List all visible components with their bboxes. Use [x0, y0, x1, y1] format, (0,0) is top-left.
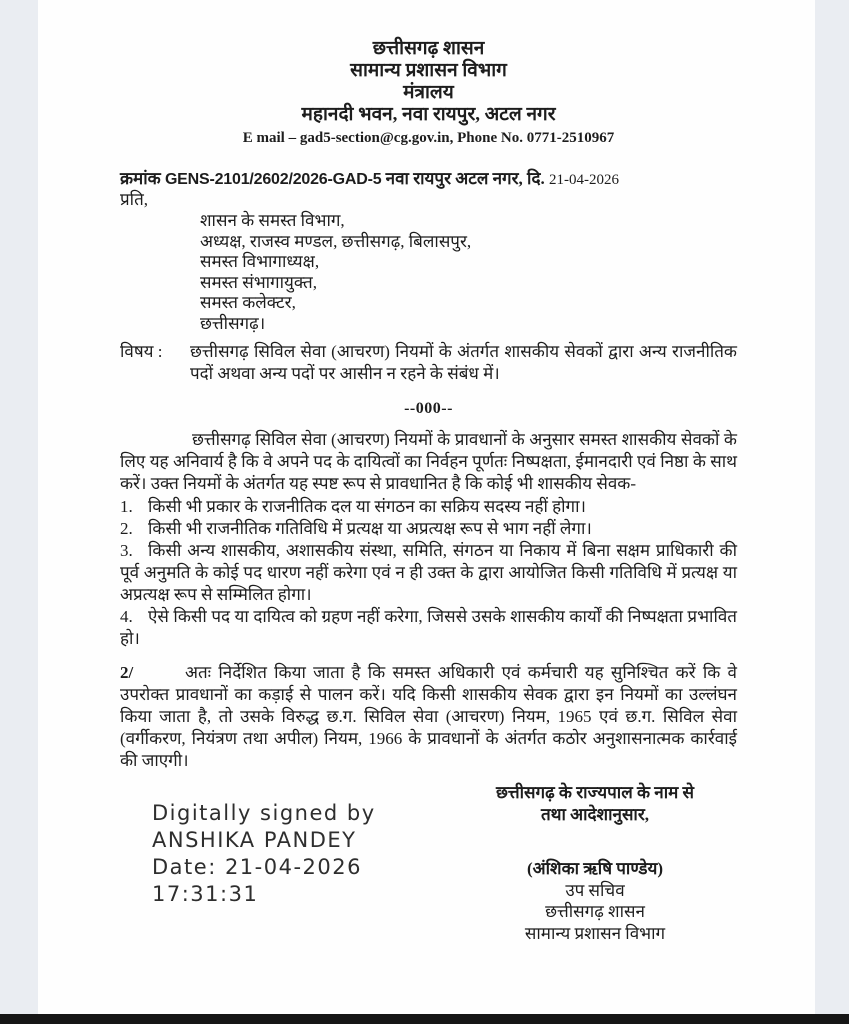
- digital-signature-date: Date: 21-04-2026: [152, 855, 362, 879]
- paragraph-2-text: अतः निर्देशित किया जाता है कि समस्त अधिकारी एवं कर्मचारी यह सुनिश्चित करें कि वे उपरोक्त प्रावधानों का कड़ाई से पालन करें। यदि किसी शासकीय सेवक द्वारा इन नियमों का उल्लंघन किया जाता है, तो उसके विरुद्ध छ.ग. सिविल सेवा (आचरण) नियम, 1965 एवं छ.ग. सिविल सेवा (वर्गीकरण, नियंत्रण तथा अपील) नियम, 1966 के प्रावधानों के अंतर्गत कठोर अनुशासनात्मक कार्रवाई की जाएगी।: [120, 663, 737, 770]
- point-number: 4.: [120, 607, 133, 626]
- authority-statement: [450, 782, 740, 826]
- reference-line: [120, 166, 737, 189]
- recipient-item: छत्तीसगढ़।: [200, 313, 266, 333]
- reference-place-date-label: नवा रायपुर अटल नगर, दि.: [385, 169, 545, 188]
- authority-line: तथा आदेशानुसार,: [540, 805, 650, 824]
- letterhead: [120, 38, 737, 149]
- letterhead-contact: E mail – gad5-section@cg.gov.in, Phone No. 0771-2510967: [242, 130, 615, 146]
- paragraph-2-number: 2/: [120, 663, 134, 682]
- point-number: 1.: [120, 497, 133, 516]
- authority-line: छत्तीसगढ़ के राज्यपाल के नाम से: [495, 783, 695, 802]
- photo-bottom-edge: [0, 1014, 849, 1024]
- letter-content: [38, 0, 815, 962]
- signature-area: [120, 782, 737, 962]
- reference-number: GENS-2101/2602/2026-GAD-5: [164, 171, 382, 188]
- point-item: [120, 518, 737, 540]
- digital-signature-time: 17:31:31: [152, 882, 259, 906]
- recipient-item: समस्त संभागायुक्त,: [200, 272, 317, 292]
- letterhead-org: छत्तीसगढ़ शासन: [372, 38, 485, 59]
- reference-date: 21-04-2026: [549, 172, 619, 188]
- signer-title: उप सचिव: [565, 880, 625, 900]
- subject-row: [120, 341, 737, 385]
- body-paragraph-2: [120, 662, 737, 772]
- signer-dept: सामान्य प्रशासन विभाग: [524, 923, 666, 943]
- point-text: किसी अन्य शासकीय, अशासकीय संस्था, समिति, संगठन या निकाय में बिना सक्षम प्राधिकारी की पूर्व अनुमति के कोई पद धारण नहीं करेगा एवं न ही उक्त के द्वारा आयोजित किसी गतिविधि में प्रत्यक्ष या अप्रत्यक्ष रूप से सम्मिलित होगा।: [120, 541, 737, 604]
- signer-name: (अंशिका ऋषि पाण्डेय): [526, 859, 664, 878]
- point-text: ऐसे किसी पद या दायित्व को ग्रहण नहीं करेगा, जिससे उसके शासकीय कार्यों की निष्पक्षता प्रभावित हो।: [120, 607, 737, 648]
- signer-block: [450, 858, 740, 944]
- recipient-item: अध्यक्ष, राजस्व मण्डल, छत्तीसगढ़, बिलासपुर,: [200, 231, 472, 251]
- signer-org: छत्तीसगढ़ शासन: [545, 902, 645, 921]
- numbered-points: [120, 496, 737, 650]
- point-item: [120, 540, 737, 606]
- letter-page: [38, 0, 815, 1014]
- point-number: 2.: [120, 519, 133, 538]
- digital-signature-stamp: [152, 800, 376, 908]
- point-item: [120, 606, 737, 650]
- point-number: 3.: [120, 541, 133, 560]
- section-divider: --000--: [404, 400, 453, 417]
- letterhead-address: महानदी भवन, नवा रायपुर, अटल नगर: [301, 104, 556, 125]
- recipient-item: समस्त कलेक्टर,: [200, 293, 296, 312]
- subject-label: विषय :: [120, 342, 163, 361]
- digital-signature-line: Digitally signed by: [152, 801, 376, 825]
- point-text: किसी भी राजनीतिक गतिविधि में प्रत्यक्ष या अप्रत्यक्ष रूप से भाग नहीं लेगा।: [148, 519, 592, 538]
- letterhead-office: मंत्रालय: [403, 82, 454, 103]
- recipient-list: [200, 211, 737, 334]
- point-text: किसी भी प्रकार के राजनीतिक दल या संगठन का सक्रिय सदस्य नहीं होगा।: [148, 497, 586, 516]
- subject-text: छत्तीसगढ़ सिविल सेवा (आचरण) नियमों के अंतर्गत शासकीय सेवकों द्वारा अन्य राजनीतिक पदों अथवा अन्य पदों पर आसीन न रहने के संबंध में।: [190, 342, 737, 383]
- point-item: [120, 496, 737, 518]
- body-paragraph-1: छत्तीसगढ़ सिविल सेवा (आचरण) नियमों के प्रावधानों के अनुसार समस्त शासकीय सेवकों के लिए यह अनिवार्य है कि वे अपने पद के दायित्वों का निर्वहन पूर्णतः निष्पक्षता, ईमानदारी एवं निष्ठा के साथ करें। उक्त नियमों के अंतर्गत यह स्पष्ट रूप से प्रावधानित है कि कोई भी शासकीय सेवक-: [120, 430, 737, 493]
- recipient-item: शासन के समस्त विभाग,: [200, 211, 345, 230]
- recipient-item: समस्त विभागाध्यक्ष,: [200, 252, 320, 271]
- reference-label: क्रमांक: [120, 169, 161, 188]
- addressee-label: प्रति,: [120, 190, 149, 209]
- digital-signature-name: ANSHIKA PANDEY: [152, 828, 357, 852]
- letterhead-department: सामान्य प्रशासन विभाग: [350, 60, 507, 81]
